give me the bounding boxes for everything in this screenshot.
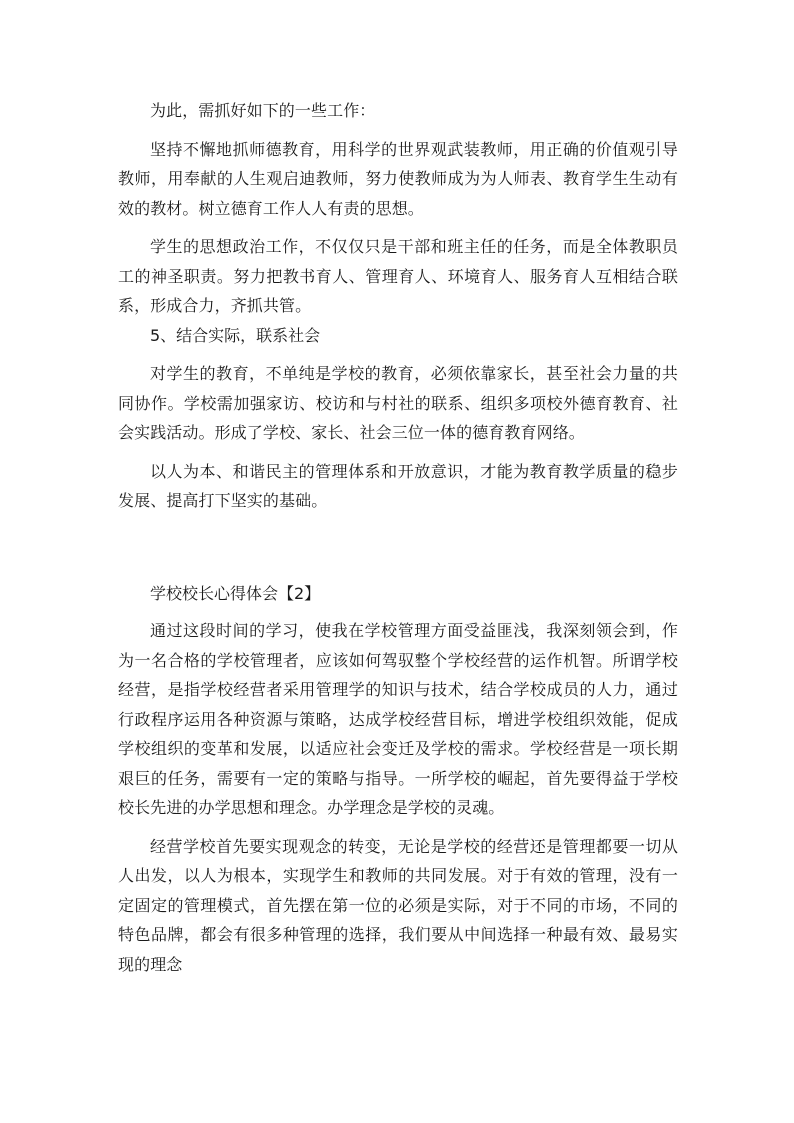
people-oriented-paragraph: 以人为本、和谐民主的管理体系和开放意识，才能为教育教学质量的稳步发展、提高打下坚实的基础。 bbox=[118, 461, 678, 510]
point-5-heading: 5、结合实际，联系社会 bbox=[150, 325, 321, 345]
political-work-paragraph: 学生的思想政治工作，不仅仅只是干部和班主任的任务，而是全体教职员工的神圣职责。努力把教书育人、管理育人、环境育人、服务育人互相结合联系，形成合力，齐抓共管。 bbox=[118, 237, 678, 315]
teacher-ethics-paragraph: 坚持不懈地抓师德教育，用科学的世界观武装教师，用正确的价值观引导教师，用奉献的人生观启迪教师，努力使教师成为为人师表、教育学生生动有效的教材。树立德育工作人人有责的思想。 bbox=[118, 139, 678, 218]
document-page bbox=[118, 96, 678, 979]
learning-reflection-paragraph: 通过这段时间的学习，使我在学校管理方面受益匪浅，我深刻领会到，作为一名合格的学校管理者，应该如何驾驭整个学校经营的运作机智。所谓学校经营，是指学校经营者采用管理学的知识与技术，结合学校成员的人力，通过行政程序运用各种资源与策略，达成学校经营目标，增进学校组织效能，促成学校组织的变革和发展，以适应社会变迁及学校的需求。学校经营是一项长期艰巨的任务，需要有一定的策略与指导。一所学校的崛起，首先要得益于学校校长先进的办学思想和理念。办学理念是学校的灵魂。 bbox=[118, 621, 678, 817]
management-concept-paragraph: 经营学校首先要实现观念的转变，无论是学校的经营还是管理都要一切从人出发，以人为根本，实现学生和教师的共同发展。对于有效的管理，没有一定固定的管理模式，首先摆在第一位的必须是实际，对于不同的市场，不同的特色品牌，都会有很多种管理的选择，我们要从中间选择一种最有效、最易实现的理念 bbox=[118, 836, 678, 974]
section-title: 学校校长心得体会【2】 bbox=[150, 583, 321, 603]
social-education-paragraph: 对学生的教育，不单纯是学校的教育，必须依靠家长，甚至社会力量的共同协作。学校需加强家访、校访和与村社的联系、组织多项校外德育教育、社会实践活动。形成了学校、家长、社会三位一体的德育教育网络。 bbox=[118, 364, 678, 442]
intro-paragraph: 为此，需抓好如下的一些工作： bbox=[150, 101, 376, 120]
